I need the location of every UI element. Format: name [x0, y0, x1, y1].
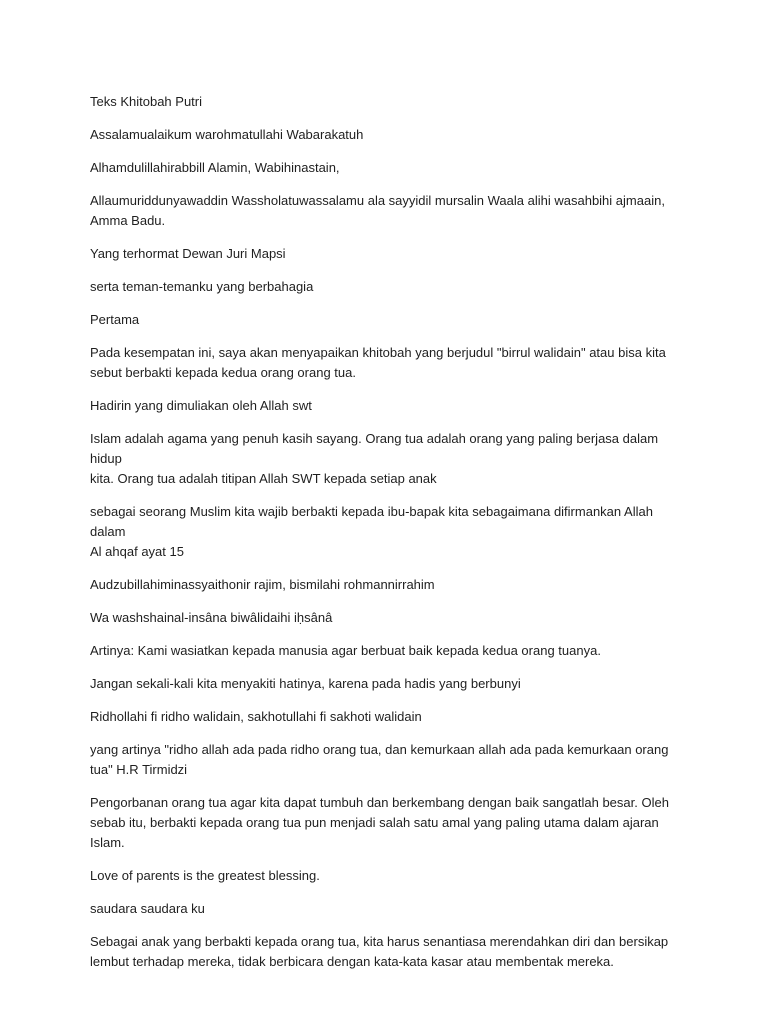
verse-translation: Artinya: Kami wasiatkan kepada manusia agar berbuat baik kepada kedua orang tuanya.	[90, 643, 601, 658]
opening-shalawat: Allaumuriddunyawaddin Wassholatuwassalamu ala sayyidil mursalin Waala alihi wasahbihi ajmaain, Amma Badu.	[90, 193, 665, 228]
address-friends: serta teman-temanku yang berbahagia	[90, 279, 314, 294]
greeting-salam: Assalamualaikum warohmatullahi Wabarakatuh	[90, 127, 364, 142]
address-judges: Yang terhormat Dewan Juri Mapsi	[90, 246, 286, 261]
section-first: Pertama	[90, 312, 140, 327]
quran-verse: Wa washshainal-insâna biwâlidaihi iḥsânâ	[90, 610, 333, 625]
taawudz-basmalah: Audzubillahiminassyaithonir rajim, bismilahi rohmannirrahim	[90, 577, 435, 592]
document-title: Teks Khitobah Putri	[90, 94, 203, 109]
hadith-text: Ridhollahi fi ridho walidain, sakhotullahi fi sakhoti walidain	[90, 709, 422, 724]
opening-hamdalah: Alhamdulillahirabbill Alamin, Wabihinastain,	[90, 160, 340, 175]
body-paragraph: Islam adalah agama yang penuh kasih sayang. Orang tua adalah orang yang paling berjasa dalam hidup kita. Orang tua adalah titipan Allah SWT kepada setiap anak	[90, 431, 659, 486]
body-paragraph: Pengorbanan orang tua agar kita dapat tumbuh dan berkembang dengan baik sangatlah besar. Oleh sebab itu, berbakti kepada orang tua pun menjadi salah satu amal yang paling utama dalam ajaran Islam.	[90, 795, 669, 850]
topic-introduction: Pada kesempatan ini, saya akan menyapaikan khitobah yang berjudul "birrul walidain" atau bisa kita sebut berbakti kepada kedua orang orang tua.	[90, 345, 666, 380]
address-audience: Hadirin yang dimuliakan oleh Allah swt	[90, 398, 312, 413]
body-paragraph: Jangan sekali-kali kita menyakiti hatinya, karena pada hadis yang berbunyi	[90, 676, 521, 691]
address-brothers: saudara saudara ku	[90, 901, 205, 916]
document-body	[90, 92, 690, 985]
hadith-translation: yang artinya "ridho allah ada pada ridho orang tua, dan kemurkaan allah ada pada kemurkaan orang tua" H.R Tirmidzi	[90, 742, 669, 777]
quote-line: Love of parents is the greatest blessing.	[90, 868, 320, 883]
body-paragraph: Sebagai anak yang berbakti kepada orang tua, kita harus senantiasa merendahkan diri dan bersikap lembut terhadap mereka, tidak berbicara dengan kata-kata kasar atau membentak mereka.	[90, 934, 669, 969]
body-paragraph: sebagai seorang Muslim kita wajib berbakti kepada ibu-bapak kita sebagaimana difirmankan Allah dalam Al ahqaf ayat 15	[90, 504, 653, 559]
